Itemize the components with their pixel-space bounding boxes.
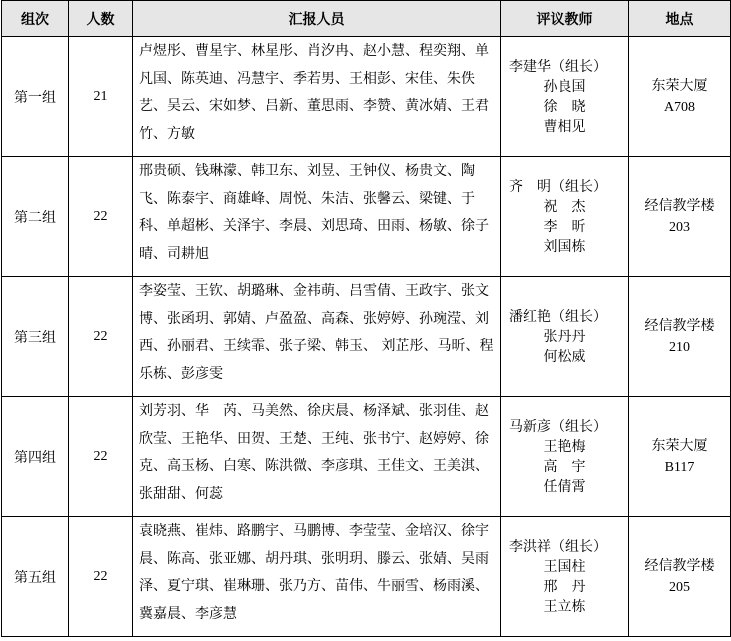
count-cell: 22 (69, 397, 133, 517)
teachers-cell (501, 37, 629, 157)
table-row (2, 277, 731, 397)
table-header-row (2, 1, 731, 37)
location-cell (629, 277, 731, 397)
teacher: 孙良国 (543, 78, 586, 95)
location-room: 203 (669, 219, 690, 235)
location-building: 东荣大厦 (651, 437, 708, 454)
group-cell: 第二组 (2, 157, 69, 277)
header-count: 人数 (69, 1, 133, 37)
location-cell (629, 37, 731, 157)
location-cell (629, 157, 731, 277)
table-row (2, 157, 731, 277)
count-cell: 21 (69, 37, 133, 157)
location-room: 205 (669, 579, 690, 595)
teacher: 张丹丹 (543, 328, 586, 345)
group-cell: 第三组 (2, 277, 69, 397)
teachers-cell (501, 277, 629, 397)
header-teachers: 评议教师 (501, 1, 629, 37)
teacher: 刘国栋 (543, 238, 586, 255)
teacher: 邢 丹 (543, 578, 586, 595)
teachers-cell (501, 397, 629, 517)
header-members: 汇报人员 (133, 1, 501, 37)
members-cell: 袁晓燕、崔炜、路鹏宇、马鹏博、李莹莹、金培汉、徐宇晨、陈高、张亚娜、胡丹琪、张明玥、滕云、张婧、吴雨泽、夏宁琪、崔琳珊、张乃方、苗伟、牛丽雪、杨雨溪、冀嘉晨、李彦慧 (133, 517, 501, 637)
members-cell: 刘芳羽、华 芮、马美然、徐庆晨、杨泽斌、张羽佳、赵欣莹、王艳华、田贺、王楚、王纯、张书宁、赵婷婷、徐克、高玉杨、白寒、陈洪微、李彦琪、王佳文、王美淇、张甜甜、何蕊 (133, 397, 501, 517)
members-cell: 卢煜彤、曹星宇、林星彤、肖汐冉、赵小慧、程奕翔、单凡国、陈英迪、冯慧宇、季若男、王相彭、宋佳、朱佚艺、吴云、宋如梦、吕新、董思雨、李赞、黄冰婧、王君竹、方敏 (133, 37, 501, 157)
location-room: B117 (664, 459, 695, 475)
teacher-leader: 李洪祥（组长） (509, 538, 607, 555)
teachers-cell (501, 157, 629, 277)
teacher-leader: 潘红艳（组长） (509, 308, 607, 325)
count-cell: 22 (69, 157, 133, 277)
teacher-leader: 李建华（组长） (509, 58, 607, 75)
teacher: 徐 晓 (543, 98, 586, 115)
members-cell: 李姿莹、王钦、胡璐琳、金祎萌、吕雪倩、王政宇、张文博、张函玥、郭婧、卢盈盈、高森、张婷婷、孙琬滢、刘西、孙丽君、王续霏、张子梁、韩玉、 刘芷彤、马昕、程乐栋、彭彦雯 (133, 277, 501, 397)
table-row (2, 397, 731, 517)
group-cell: 第四组 (2, 397, 69, 517)
location-building: 东荣大厦 (651, 77, 708, 94)
teacher-leader: 齐 明（组长） (509, 178, 607, 195)
count-cell: 22 (69, 277, 133, 397)
location-room: A708 (663, 99, 696, 115)
table-row (2, 517, 731, 637)
teacher: 李 昕 (543, 218, 586, 235)
teacher: 任倩霄 (543, 478, 586, 495)
location-cell (629, 517, 731, 637)
teacher: 高 宇 (543, 458, 586, 475)
teacher: 祝 杰 (543, 198, 586, 215)
teacher: 曹相见 (543, 118, 586, 135)
location-room: 210 (669, 339, 690, 355)
location-building: 经信教学楼 (644, 557, 715, 574)
group-cell: 第一组 (2, 37, 69, 157)
teacher: 王立栋 (543, 598, 586, 615)
table-row (2, 37, 731, 157)
location-building: 经信教学楼 (644, 317, 715, 334)
location-building: 经信教学楼 (644, 197, 715, 214)
schedule-table (1, 0, 731, 637)
group-cell: 第五组 (2, 517, 69, 637)
header-location: 地点 (629, 1, 731, 37)
header-group: 组次 (2, 1, 69, 37)
members-cell: 邢贵硕、钱琳濛、韩卫东、刘昱、王钟仪、杨贵文、陶飞、陈泰宇、商雄峰、周悦、朱洁、张馨云、梁键、于科、单超彬、关泽宇、李晨、刘思琦、田雨、杨敏、徐子晴、司耕旭 (133, 157, 501, 277)
teacher: 王国柱 (543, 558, 586, 575)
teacher: 何松威 (543, 348, 586, 365)
count-cell: 22 (69, 517, 133, 637)
teachers-cell (501, 517, 629, 637)
teacher: 王艳梅 (543, 438, 586, 455)
teacher-leader: 马新彦（组长） (509, 418, 607, 435)
location-cell (629, 397, 731, 517)
